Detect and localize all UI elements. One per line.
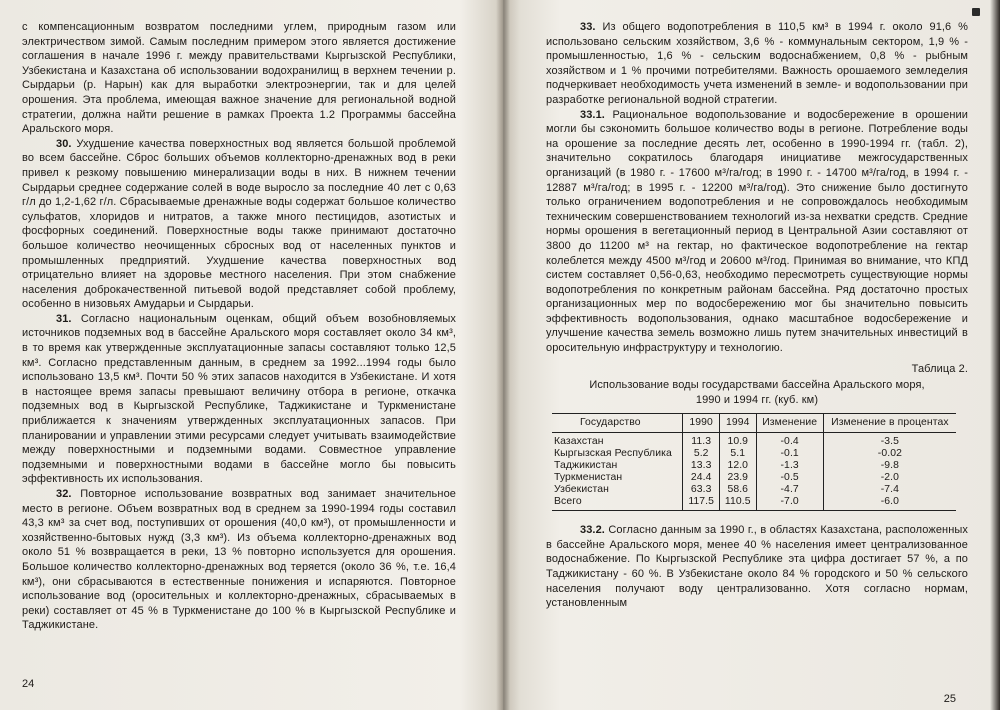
table-title-line1: Использование воды государствами бассейна Аральского моря, <box>589 379 925 392</box>
cell-state: Узбекистан <box>554 483 609 495</box>
cell-change-pct: -0.02 <box>823 448 956 460</box>
paragraph-text: Повторное использование возвратных вод занимает значительное место в регионе. Объем возвратных вод в среднем за 1990-1994 годы составил 43,3 км³ за счет вод, поступивших от орошения (40,0 км³), от промышленности и хозяйственно-бытовых нужд (3,3 км³). Из объема коллекторно-дренажных вод около 51 % возвращается в реки, 13 % повторно используется для орошения. Большое количество коллекторно-дренажных вод теряется (около 36 %, т.е. 16,4 км³), они сбрасываются в естественные понижения и испаряются. Повторное использование вод (оросительных и коллекторно-дренажных, сбрасываемых в реки) составляет от 45 % в Туркменистане до 100 % в Кыргызской Республике и Таджикистане. <box>22 488 456 632</box>
cell-1990: 11.3 <box>683 433 720 448</box>
paragraph-32 <box>22 487 456 633</box>
paragraph-text: с компенсационным возвратом последними углем, природным газом или электричеством зимой. Самым последним примером этого является достижение соглашения в начале 1996 г. между правительствами Кыргызской Республики, Узбекистана и Казахстана об использовании водохранилищ в верхнем течении р. Сырдарьи (р. Нарын) как для выработки электроэнергии, так и для целей орошения. Эта проблема, имеющая важное значение для региональной водной стратегии, должна найти решение в рамках Проекта 1.2 Программы бассейна Аральского моря. <box>22 21 456 136</box>
cell-1994: 110.5 <box>719 496 756 511</box>
right-page <box>510 0 990 710</box>
header-change-pct: Изменение в процентах <box>823 414 956 433</box>
cell-1990: 63.3 <box>683 484 720 496</box>
cell-change-pct: -7.4 <box>823 484 956 496</box>
cell-change-pct: -6.0 <box>823 496 956 511</box>
table-row <box>552 460 956 472</box>
cell-1990: 5.2 <box>683 448 720 460</box>
cell-1994: 23.9 <box>719 472 756 484</box>
table-header-row <box>552 414 956 433</box>
paragraph-text: Ухудшение качества поверхностных вод является большой проблемой во всем бассейне. Сброс больших объемов коллекторно-дренажных вод в реки привел к резкому повышению минерализации воды в них. В нижнем течении Сырдарьи среднее содержание солей в воде выросло за последние 40 лет с 0,63 г/л до 1,2-1,62 г/л. Сбрасываемые дренажные воды содержат большое количество сульфатов, хлоридов и нитратов, а также много пестицидов, азотистых и фосфорных соединений. Поверхностные воды также принимают достаточно большое количество неочищенных сбросных вод от населенных пунктов и промышленных предприятий. Ухудшение качества поверхностных вод отрицательно влияет на здоровье местного населения. При этом снабжение населения доброкачественной питьевой водой представляет собой проблему, особенно в низовьях Амударьи и Сырдарьи. <box>22 137 457 311</box>
cell-change-pct: -9.8 <box>823 460 956 472</box>
cell-change: -4.7 <box>756 484 823 496</box>
cell-change: -0.1 <box>756 448 823 460</box>
paragraph-text: Из общего водопотребления в 110,5 км³ в 1994 г. около 91,6 % использовано сельским хозяйством, 3,6 % - коммунальным сектором, 1,9 % - промышленностью, 1,6 % - сельским водоснабжением, 0,8 % - рыбным хозяйством и 1 % прочими потребителями. Важность орошаемого земледелия подчеркивает необходимость учета изменений в земле- и водопользовании при разработке региональной водной стратегии. <box>546 21 969 106</box>
paragraph-33-1 <box>546 108 968 356</box>
paragraph-text: Рациональное водопользование и водосбережение в орошении могли бы сэкономить большое количество воды в регионе. Потребление воды на орошение за последние десять лет, особенно в 1990-1994 гг. (табл. 2), значительно сократилось благодаря инициативе межгосударственных организаций (в 1980 г. - 17600 м³/га/год; в 1990 г. - 14700 м³/га/год, в 1994 г. - 12887 м³/га/год; в 1995 г. - 12200 м³/га/год). Это снижение было достигнуто только ограничением водопотребления и не сопровождалось необходимым техническим совершенствованием технологий из-за нехватки средств. Средние нормы орошения в вегетационный период в Центральной Азии составляют от 3800 до 11200 м³ на гектар, но фактическое водопотребление на гектар колеблется между 4500 м³/год и 20600 м³/год. Принимая во внимание, что КПД систем составляет 0,56-0,63, необходимо пересмотреть существующие нормы водопотребления по конкретным районам бассейна. Ряд достаточно простых организационных мер по водосбережению мог бы значительно повысить эффективность водопользования, однако масштабное водосбережение и улучшение качества земель возможно лишь путем значительных инвестиций в оросительную инфраструктуру и технологию. <box>546 108 968 355</box>
paragraph-30 <box>22 137 456 312</box>
table-title-line2: 1990 и 1994 гг. (куб. км) <box>695 393 819 406</box>
header-state: Государство <box>552 414 683 433</box>
left-page-text <box>22 20 456 633</box>
left-page <box>0 0 496 710</box>
cell-change: -1.3 <box>756 460 823 472</box>
cell-1990: 24.4 <box>683 472 720 484</box>
page-number-left: 24 <box>22 678 35 690</box>
header-change: Изменение <box>756 414 823 433</box>
page-number-right: 25 <box>943 693 956 705</box>
table-row-total <box>552 496 956 511</box>
cell-1990: 117.5 <box>683 496 720 511</box>
cell-change-pct: -3.5 <box>823 433 956 448</box>
book-gutter <box>496 0 510 710</box>
table-label: Таблица 2. <box>911 362 968 375</box>
table-row <box>552 472 956 484</box>
header-1994: 1994 <box>719 414 756 433</box>
paragraph-text: Согласно данным за 1990 г., в областях Казахстана, расположенных в бассейне Аральского моря, менее 40 % населения имеет централизованное водоснабжение. По Кыргызской Республике эта цифра достигает 57 %, а по Таджикистану - 60 %. В Узбекистане около 84 % городского и 50 % сельского населения получают воду централизованно. Хотя согласно нормам, установленным <box>546 524 968 610</box>
paragraph-number: 31. <box>56 312 72 325</box>
cell-change-pct: -2.0 <box>823 472 956 484</box>
cell-1994: 5.1 <box>719 448 756 460</box>
cell-state: Кыргызская Республика <box>554 447 672 459</box>
cell-state: Таджикистан <box>554 459 618 471</box>
paragraph-number: 33.1. <box>580 108 605 121</box>
cell-state: Всего <box>552 496 683 511</box>
table-row <box>552 448 956 460</box>
cell-change: -7.0 <box>756 496 823 511</box>
paragraph-text: Согласно национальным оценкам, общий объем возобновляемых источников подземных вод в бассейне Аральского моря составляет около 34 км³, в то время как утвержденные эксплуатационные запасы составляют только 12,5 км³. Согласно представленным данным, в среднем за 1992...1994 годы было использовано 13,5 км³. Почти 50 % этих запасов находится в Узбекистане. И хотя в настоящее время запасы превышают величину отбора в регионе, откачка подземных вод в Кыргызской Республике, Таджикистане и Туркменистане приближается к значениям утвержденных эксплуатационных запасов. При планировании и управлении этими ресурсами следует учитывать взаимодействие между поверхностными и подземными водами. Совместное управление подземными и поверхностными водами в бассейне могло бы повысить эффективность их использования. <box>22 312 457 486</box>
cell-1990: 13.3 <box>683 460 720 472</box>
cell-1994: 10.9 <box>719 433 756 448</box>
cell-change: -0.5 <box>756 472 823 484</box>
page-edge-shadow <box>990 0 1000 710</box>
paragraph-33 <box>546 20 968 108</box>
water-use-table <box>552 413 956 511</box>
paragraph-number: 33.2. <box>580 524 605 537</box>
cell-1994: 58.6 <box>719 484 756 496</box>
header-1990: 1990 <box>683 414 720 433</box>
paragraph-31 <box>22 312 456 487</box>
cell-state: Казахстан <box>554 436 604 448</box>
paragraph-number: 32. <box>56 488 72 500</box>
table-row <box>552 484 956 496</box>
table-row <box>552 433 956 448</box>
table-title <box>546 378 968 407</box>
paragraph-33-2 <box>546 523 968 611</box>
paragraph-number: 30. <box>56 137 72 150</box>
paragraph-number: 33. <box>580 21 596 33</box>
corner-mark <box>972 8 980 16</box>
cell-1994: 12.0 <box>719 460 756 472</box>
cell-state: Туркменистан <box>554 471 623 483</box>
cell-change: -0.4 <box>756 433 823 448</box>
right-page-text <box>546 20 968 611</box>
paragraph-continued <box>22 20 456 137</box>
